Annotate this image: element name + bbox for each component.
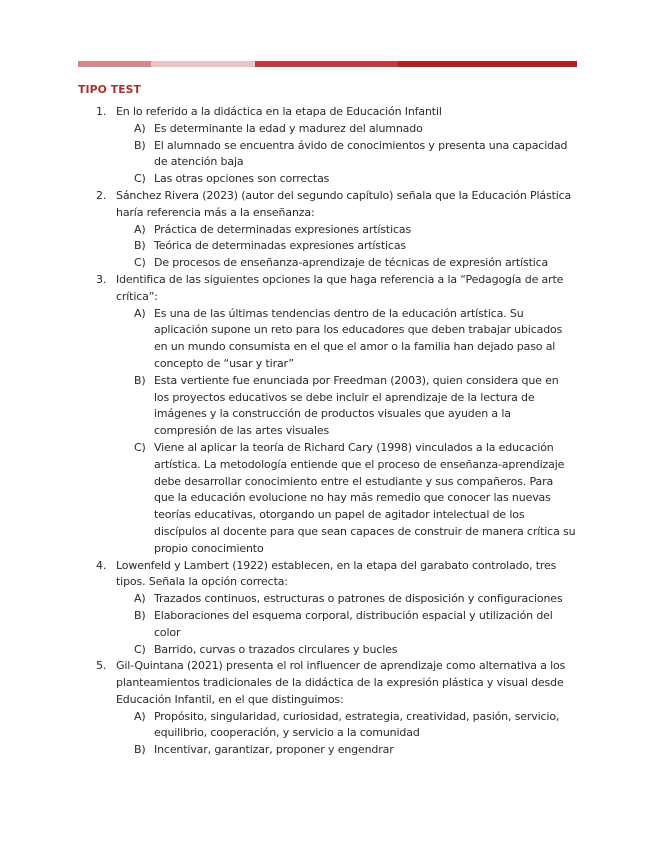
question-item <box>78 104 578 188</box>
option-letter: A) <box>134 121 146 135</box>
option-text: Esta vertiente fue enunciada por Freedman (2003), quien considera que en los proyectos educativos se debe incluir el aprendizaje de la lectura de imágenes y la construcción de productos visuales que ayuden a la compresión de las artes visuales <box>154 373 559 438</box>
option-text: Propósito, singularidad, curiosidad, estrategia, creatividad, pasión, servicio, equilibrio, cooperación, y servicio a la comunidad <box>154 709 560 740</box>
option-letter: A) <box>134 709 146 723</box>
option-text: Barrido, curvas o trazados circulares y bucles <box>154 642 398 656</box>
question-item <box>78 272 578 558</box>
option-list <box>116 709 578 759</box>
option-list <box>116 222 578 272</box>
answer-option <box>116 222 578 239</box>
answer-option <box>116 440 578 558</box>
option-letter: B) <box>134 373 146 387</box>
question-text: En lo referido a la didáctica en la etapa de Educación Infantil <box>116 105 442 118</box>
question-number: 3. <box>96 272 107 286</box>
option-letter: C) <box>134 256 146 270</box>
option-letter: C) <box>134 440 146 454</box>
answer-option <box>116 138 578 172</box>
answer-option <box>116 742 578 759</box>
option-text: Elaboraciones del esquema corporal, distribución espacial y utilización del color <box>154 608 553 639</box>
bar-segment <box>398 61 577 67</box>
option-text: Las otras opciones son correctas <box>154 172 330 186</box>
question-item <box>78 188 578 272</box>
option-letter: A) <box>134 222 146 236</box>
option-letter: A) <box>134 306 146 320</box>
option-letter: C) <box>134 172 146 186</box>
question-text: Lowenfeld y Lambert (1922) establecen, en la etapa del garabato controlado, tres tipos. Señala la opción correcta: <box>116 558 557 589</box>
answer-option <box>116 171 578 188</box>
option-text: Trazados continuos, estructuras o patrones de disposición y configuraciones <box>154 592 563 606</box>
decorative-header-bar <box>78 61 577 67</box>
option-text: El alumnado se encuentra ávido de conocimientos y presenta una capacidad de atención baja <box>154 138 568 169</box>
answer-option <box>116 642 578 659</box>
question-number: 1. <box>96 105 107 118</box>
option-text: Viene al aplicar la teoría de Richard Cary (1998) vinculados a la educación artística. La metodología entiende que el proceso de enseñanza-aprendizaje debe desarrollar conocimiento entre el estudiante y sus compañeros. Para que la educación evolucione no hay más remedio que conocer las nuevas teorías educativas, otorgando un papel de agitador intelectual de los discípulos al docente para que sean capaces de construir de manera crítica su propio conocimiento <box>154 440 576 555</box>
section-heading: TIPO TEST <box>78 83 142 96</box>
answer-option <box>116 608 578 642</box>
option-list <box>116 121 578 188</box>
option-letter: C) <box>134 642 146 656</box>
question-text: Sánchez Rivera (2023) (autor del segundo capítulo) señala que la Educación Plástica haría referencia más a la enseñanza: <box>116 188 572 219</box>
option-letter: B) <box>134 239 146 253</box>
answer-option <box>116 306 578 373</box>
option-letter: B) <box>134 608 146 622</box>
answer-option <box>116 238 578 255</box>
bar-segment <box>78 61 151 67</box>
option-text: Práctica de determinadas expresiones artísticas <box>154 222 412 236</box>
option-list <box>116 306 578 558</box>
option-text: Es una de las últimas tendencias dentro de la educación artística. Su aplicación supone un reto para los educadores que deben trabajar ubicados en un mundo consumista en el que el amor o la familia han dejado paso al concepto de “usar y tirar” <box>154 306 563 370</box>
option-letter: A) <box>134 592 146 606</box>
question-text: Gil-Quintana (2021) presenta el rol influencer de aprendizaje como alternativa a los planteamientos tradicionales de la didáctica de la expresión plástica y visual desde Educación Infantil, en el que distinguimos: <box>116 659 566 706</box>
option-list <box>116 591 578 658</box>
question-number: 2. <box>96 188 107 202</box>
question-item <box>78 558 578 659</box>
answer-option <box>116 591 578 608</box>
question-text: Identifica de las siguientes opciones la que haga referencia a la “Pedagogía de arte crítica”: <box>116 272 564 303</box>
option-letter: B) <box>134 138 146 152</box>
option-text: Teórica de determinadas expresiones artísticas <box>154 239 407 253</box>
option-text: De procesos de enseñanza-aprendizaje de técnicas de expresión artística <box>154 256 549 270</box>
option-text: Incentivar, garantizar, proponer y engendrar <box>154 743 394 757</box>
question-number: 4. <box>96 558 107 572</box>
answer-option <box>116 709 578 743</box>
answer-option <box>116 121 578 138</box>
question-list <box>78 104 578 759</box>
bar-segment <box>255 61 398 67</box>
bar-segment <box>151 61 255 67</box>
option-letter: B) <box>134 743 146 757</box>
question-item <box>78 658 578 759</box>
option-text: Es determinante la edad y madurez del alumnado <box>154 121 423 135</box>
question-number: 5. <box>96 659 107 673</box>
answer-option <box>116 255 578 272</box>
answer-option <box>116 373 578 440</box>
